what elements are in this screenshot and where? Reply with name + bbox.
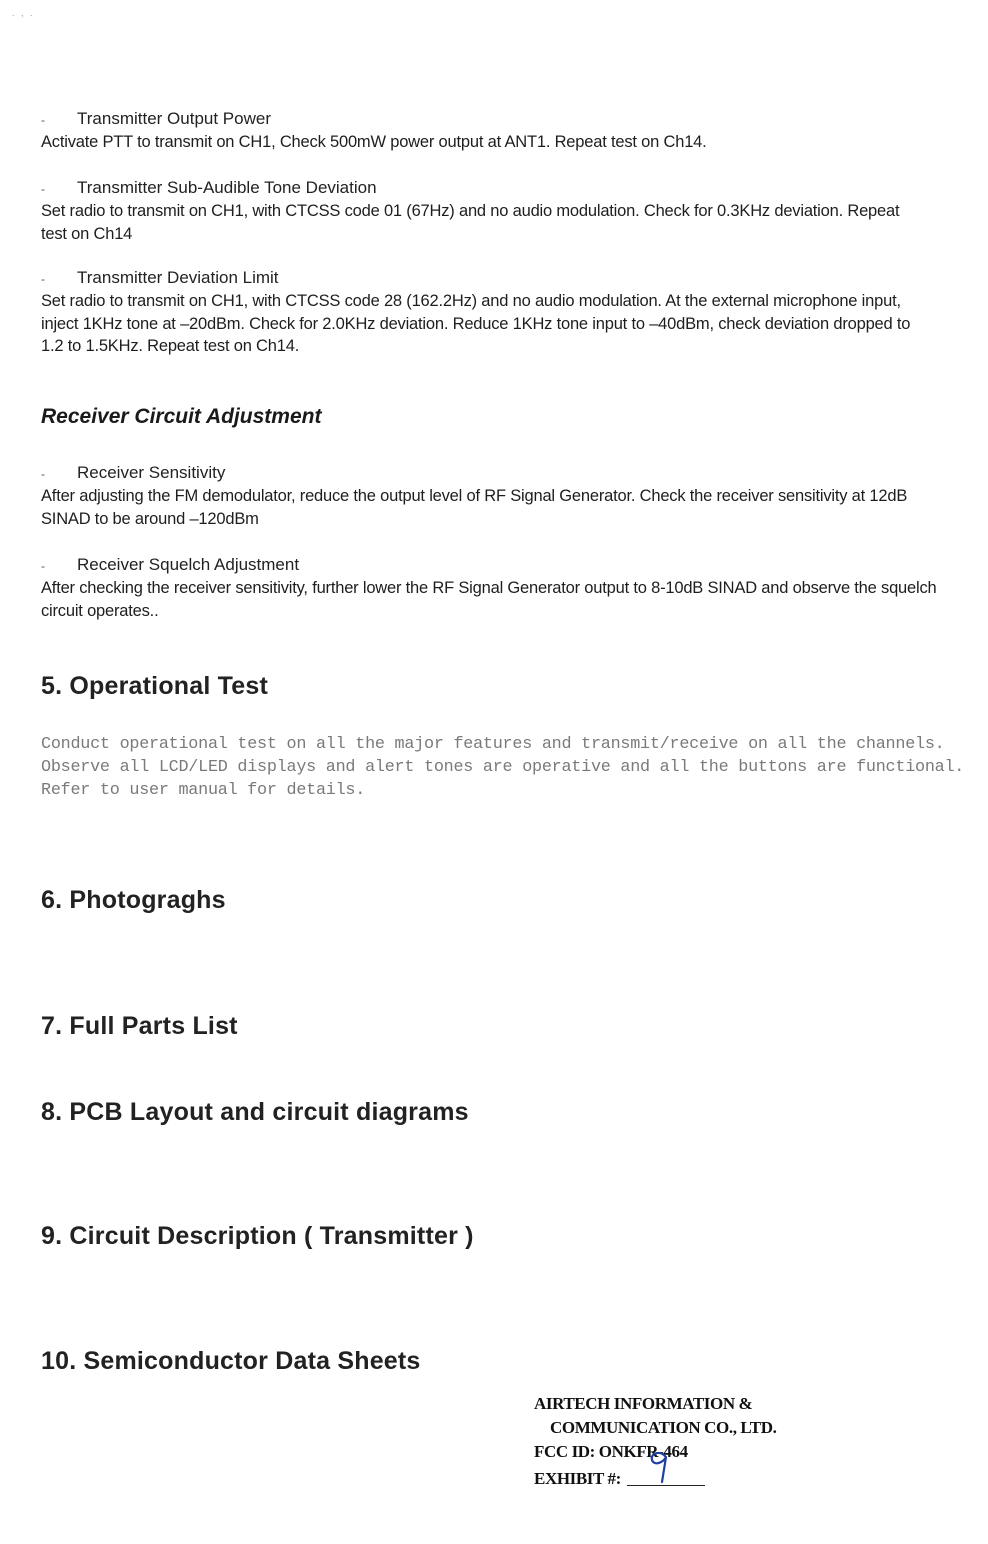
item-title: Transmitter Output Power — [77, 109, 271, 128]
stamp-fcc-id: FCC ID: ONKFR-464 — [534, 1442, 688, 1461]
list-item-receiver-squelch — [41, 554, 941, 622]
handwritten-exhibit-number — [645, 1446, 675, 1486]
section-heading-pcb-layout: 8. PCB Layout and circuit diagrams — [41, 1098, 469, 1126]
bullet-dash: - — [41, 467, 45, 481]
bullet-dash: - — [41, 559, 45, 573]
item-title: Transmitter Sub-Audible Tone Deviation — [77, 178, 377, 197]
item-body: Set radio to transmit on CH1, with CTCSS code 28 (162.2Hz) and no audio modulation. At the external microphone input, inject 1KHz tone at –20dBm. Check for 2.0KHz deviation. Reduce 1KHz tone input to –40dBm, check deviation dropped to 1.2 to 1.5KHz. Repeat test on Ch14. — [41, 292, 911, 355]
item-title: Receiver Sensitivity — [77, 463, 226, 482]
section-heading-semiconductor-data-sheets: 10. Semiconductor Data Sheets — [41, 1347, 421, 1375]
fcc-exhibit-stamp — [534, 1392, 854, 1491]
item-title: Receiver Squelch Adjustment — [77, 555, 300, 574]
list-item-transmitter-output-power — [41, 108, 941, 154]
item-body: After adjusting the FM demodulator, reduce the output level of RF Signal Generator. Check the receiver sensitivity at 12dB SINAD to be around –120dBm — [41, 487, 908, 528]
receiver-circuit-adjustment-heading: Receiver Circuit Adjustment — [41, 405, 322, 428]
bullet-dash: - — [41, 182, 45, 196]
stamp-company-line-2: COMMUNICATION CO., LTD. — [550, 1418, 777, 1437]
section-heading-photographs: 6. Photograghs — [41, 886, 226, 914]
scan-artifact-marks: . , . — [12, 8, 35, 18]
section-heading-operational-test: 5. Operational Test — [41, 672, 269, 700]
bullet-dash: - — [41, 272, 45, 286]
item-body: After checking the receiver sensitivity, further lower the RF Signal Generator output to 8-10dB SINAD and observe the squelch circuit operates.. — [41, 579, 937, 620]
stamp-exhibit-line — [534, 1464, 854, 1491]
operational-test-body: Conduct operational test on all the major features and transmit/receive on all the channels. Observe all LCD/LED displays and alert tones are operative and all the buttons are functional. Refer to user manual for details. — [41, 735, 965, 800]
item-body: Set radio to transmit on CH1, with CTCSS code 01 (67Hz) and no audio modulation. Check for 0.3KHz deviation. Repeat test on Ch14 — [41, 202, 900, 243]
item-title: Transmitter Deviation Limit — [77, 268, 279, 287]
item-body: Activate PTT to transmit on CH1, Check 500mW power output at ANT1. Repeat test on Ch14. — [41, 133, 707, 151]
list-item-receiver-sensitivity — [41, 462, 941, 530]
list-item-transmitter-deviation-limit — [41, 267, 941, 358]
exhibit-label: EXHIBIT #: — [534, 1469, 621, 1488]
list-item-transmitter-sub-audible-tone — [41, 177, 941, 245]
section-heading-full-parts-list: 7. Full Parts List — [41, 1012, 238, 1040]
section-heading-circuit-description: 9. Circuit Description ( Transmitter ) — [41, 1222, 474, 1250]
stamp-company-line-1: AIRTECH INFORMATION & — [534, 1394, 753, 1413]
bullet-dash: - — [41, 113, 45, 127]
exhibit-number-field — [627, 1464, 705, 1484]
